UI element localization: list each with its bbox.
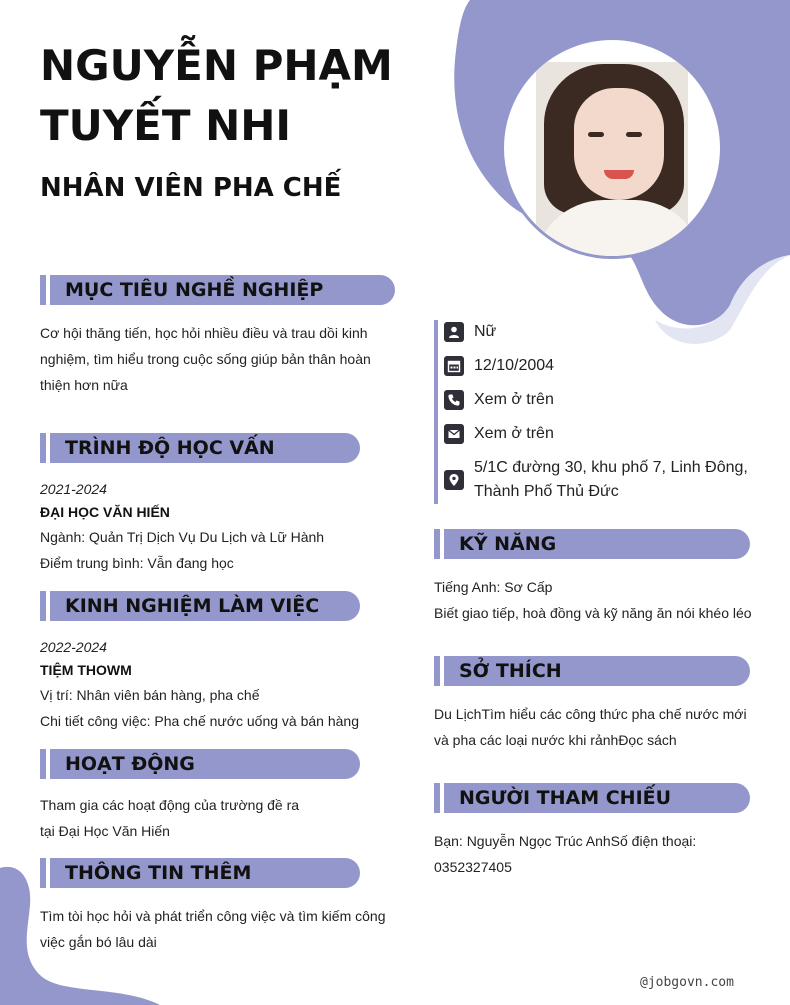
section-additional [40,858,360,888]
section-references [434,783,750,813]
section-objective [40,275,395,305]
education-period: 2021-2024 [40,481,107,497]
info-value: Xem ở trên [474,425,554,442]
experience-details: Chi tiết công việc: Pha chế nước uống và bán hàng [40,713,359,729]
experience-period: 2022-2024 [40,639,107,655]
info-value: 12/10/2004 [474,357,555,374]
experience-block [40,636,410,734]
calendar-icon [444,356,464,376]
education-major: Ngành: Quản Trị Dịch Vụ Du Lịch và Lữ Hành [40,529,325,545]
skills-block [434,574,764,626]
phone-icon [444,390,464,410]
section-title: HOẠT ĐỘNG [65,753,195,775]
section-hobbies [434,656,750,686]
education-block [40,478,400,576]
section-title: KINH NGHIỆM LÀM VIỆC [65,595,320,617]
info-address [444,456,764,504]
info-value: Nữ [474,323,497,340]
job-title: NHÂN VIÊN PHA CHẾ [40,173,342,203]
section-title: KỸ NĂNG [459,533,557,555]
activities-line: Tham gia các hoạt động của trường đề ra [40,797,300,813]
info-rail [434,320,438,504]
profile-photo [501,37,723,259]
skill-line: Tiếng Anh: Sơ Cấp [434,579,553,595]
watermark: @jobgovn.com [640,975,734,990]
info-email [444,422,764,446]
section-title: MỤC TIÊU NGHỀ NGHIỆP [65,279,324,301]
section-title: SỞ THÍCH [459,660,562,682]
mail-icon [444,424,464,444]
section-skills [434,529,750,559]
section-activities [40,749,360,779]
section-title: TRÌNH ĐỘ HỌC VẤN [65,437,275,459]
section-title: THÔNG TIN THÊM [65,862,252,884]
skill-line: Biết giao tiếp, hoà đồng và kỹ năng ăn nói khéo léo [434,605,752,621]
candidate-name: NGUYỄN PHẠM TUYẾT NHI [40,41,393,150]
experience-position: Vị trí: Nhân viên bán hàng, pha chế [40,687,260,703]
info-value: Xem ở trên [474,391,554,408]
person-icon [444,322,464,342]
info-phone [444,388,764,412]
experience-company: TIỆM THOWM [40,662,132,678]
section-experience [40,591,360,621]
info-gender [444,320,764,344]
hobbies-text: Du LịchTìm hiểu các công thức pha chế nước mới và pha các loại nước khi rảnhĐọc sách [434,706,747,748]
location-icon [444,470,464,490]
references-text: Bạn: Nguyễn Ngọc Trúc AnhSố điện thoại: 0352327405 [434,833,697,875]
activities-line: tại Đại Học Văn Hiến [40,823,170,839]
info-birthdate [444,354,764,378]
additional-text: Tìm tòi học hỏi và phát triển công việc và tìm kiếm công việc gắn bó lâu dài [40,908,386,950]
activities-block [40,792,400,844]
section-education [40,433,360,463]
education-gpa: Điểm trung bình: Vẫn đang học [40,555,234,571]
section-title: NGƯỜI THAM CHIẾU [459,787,672,809]
education-school: ĐẠI HỌC VĂN HIẾN [40,504,170,520]
objective-text: Cơ hội thăng tiến, học hỏi nhiều điều và trau dồi kinh nghiệm, tìm hiểu trong cuộc sống giúp bản thân hoàn thiện hơn nữa [40,325,371,393]
info-value: 5/1C đường 30, khu phố 7, Linh Đông, Thành Phố Thủ Đức [474,459,748,500]
